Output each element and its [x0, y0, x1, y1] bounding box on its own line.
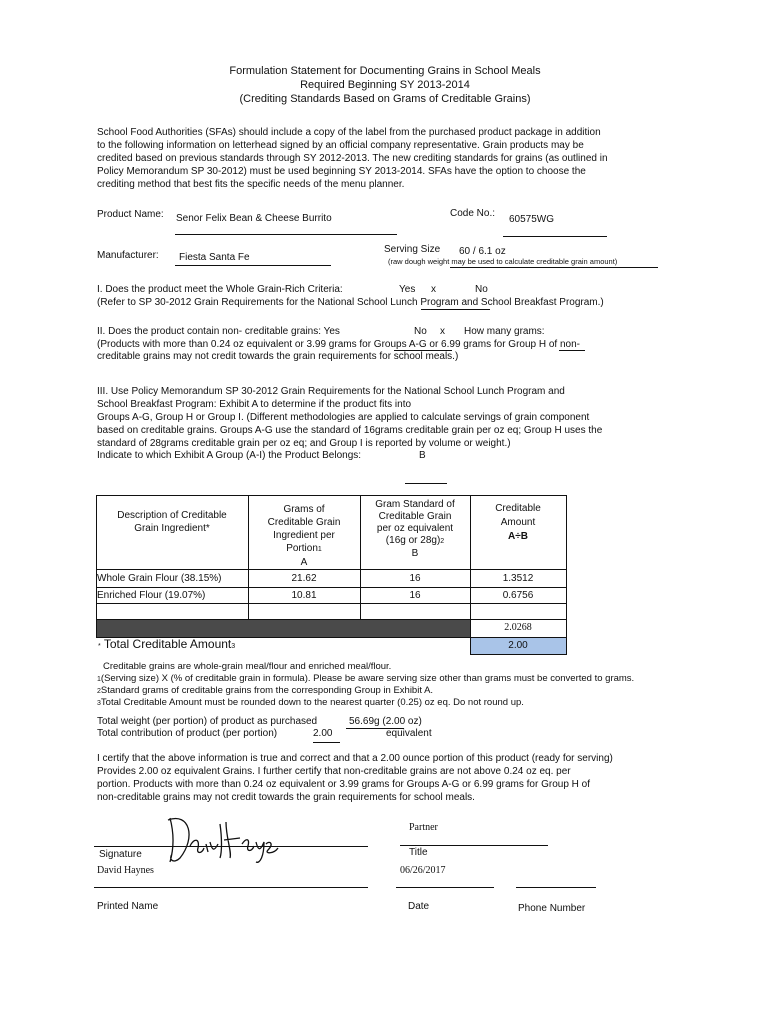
equivalent-label: equivalent — [386, 728, 432, 739]
certify-line: I certify that the above information is true and correct and that a 2.00 ounce portion of this product (ready for serving) — [97, 753, 613, 764]
total-weight-label: Total weight (per portion) of product as purchased — [97, 716, 318, 727]
title-value: Partner — [409, 822, 438, 833]
phone-label: Phone Number — [518, 903, 586, 914]
manufacturer-underline — [175, 265, 331, 266]
section2-no: No — [414, 326, 427, 337]
section2-underline-group-h — [559, 350, 585, 351]
total-value: 2.00 — [508, 640, 528, 651]
serving-size-label: Serving Size — [384, 244, 441, 255]
total-contribution-value: 2.00 — [313, 728, 333, 739]
section1-check-mark: x — [431, 284, 436, 295]
date-label: Date — [408, 901, 430, 912]
intro-line: crediting method that best fits the specific needs of the menu planner. — [97, 179, 405, 190]
header-standard-line: Creditable Grain — [378, 511, 452, 522]
row2-grams: 10.81 — [291, 590, 317, 601]
title-line — [400, 845, 548, 846]
section2-question: II. Does the product contain non- creditable grains: Yes — [97, 326, 340, 337]
section1-yes: Yes — [399, 284, 416, 295]
section1-no: No — [475, 284, 488, 295]
footnote-2-mark: 2 — [97, 688, 101, 695]
product-name-underline — [175, 234, 397, 235]
section3-indicate: Indicate to which Exhibit A Group (A-I) the Product Belongs: — [97, 450, 362, 461]
printed-name-label: Printed Name — [97, 901, 159, 912]
header-grams-line: Ingredient per — [273, 530, 335, 541]
total-label-text: Total Creditable Amount — [103, 637, 232, 651]
date-value: 06/26/2017 — [400, 865, 446, 876]
table-right-border — [566, 495, 567, 654]
section1-question: I. Does the product meet the Whole Grain-Rich Criteria: — [97, 284, 343, 295]
section3-group-underline — [405, 483, 447, 484]
section2-check-mark: x — [440, 326, 445, 337]
footnote-2 — [97, 685, 433, 696]
title-line-2: Required Beginning SY 2013-2014 — [300, 79, 470, 91]
product-name-value: Senor Felix Bean & Cheese Burrito — [176, 213, 332, 224]
certification-paragraph — [97, 752, 677, 804]
footnote-2-text: Standard grams of creditable grains from the corresponding Group in Exhibit A. — [100, 685, 434, 696]
header-standard-line: (16g or 28g) — [385, 535, 441, 546]
total-label — [98, 637, 235, 651]
footnote-3 — [97, 697, 524, 708]
header-grams-line: Creditable Grain — [267, 517, 341, 528]
section3-group-value: B — [419, 450, 426, 461]
manufacturer-label: Manufacturer: — [97, 250, 159, 261]
header-creditable-formula: A÷B — [508, 531, 528, 542]
table-top-border — [96, 495, 567, 496]
header-standard-line: per oz equivalent — [376, 523, 454, 534]
header-grams-footnote: 1 — [317, 546, 322, 553]
manufacturer-value: Fiesta Santa Fe — [179, 252, 250, 263]
row2-standard: 16 — [409, 590, 421, 601]
total-star: * — [98, 643, 101, 650]
section1-note: (Refer to SP 30-2012 Grain Requirements for the National School Lunch Program and School Breakfast Program.) — [97, 297, 604, 308]
footnote-3-text: Total Creditable Amount must be rounded down to the nearest quarter (0.25) oz eq. Do not round up. — [100, 697, 524, 708]
date-line — [396, 887, 494, 888]
intro-line: to the following information on letterhead signed by an official company representative. Grain products may be — [97, 140, 584, 151]
section2-note-1: (Products with more than 0.24 oz equivalent or 3.99 grams for Groups A-G or 6.99 grams for Group H of non- — [97, 339, 581, 350]
printed-name-value: David Haynes — [97, 865, 154, 876]
code-value: 60575WG — [509, 214, 555, 225]
header-grams — [248, 503, 360, 569]
section3-line: School Breakfast Program: Exhibit A to determine if the product fits into — [97, 399, 412, 410]
sum-value: 2.0268 — [504, 622, 532, 633]
section2-how-many: How many grams: — [464, 326, 545, 337]
header-grams-line: Portion — [286, 543, 318, 554]
product-name-label: Product Name: — [97, 209, 164, 220]
row1-standard: 16 — [409, 573, 421, 584]
footnote-1 — [97, 673, 634, 684]
title-line-1: Formulation Statement for Documenting Grains in School Meals — [229, 65, 541, 77]
row1-description: Whole Grain Flour (38.15%) — [97, 573, 222, 584]
title-line-3: (Crediting Standards Based on Grams of Creditable Grains) — [239, 93, 531, 105]
header-creditable-line: Creditable — [495, 503, 541, 514]
serving-size-underline — [450, 267, 658, 268]
document-title — [0, 64, 770, 106]
table-row-2-bottom — [96, 603, 567, 604]
signature-line — [94, 846, 368, 847]
certify-line: non-creditable grains may not credit towards the grain requirements for school meals. — [97, 792, 475, 803]
section3-paragraph — [97, 385, 677, 450]
row1-amount: 1.3512 — [502, 573, 534, 584]
printed-name-line — [94, 887, 368, 888]
header-description — [96, 509, 248, 535]
grain-table — [96, 495, 567, 654]
table-header-bottom — [96, 569, 567, 570]
table-total-bottom — [470, 654, 567, 655]
total-contribution-label: Total contribution of product (per portion) — [97, 728, 278, 739]
handwritten-signature — [160, 808, 280, 868]
certify-line: portion. Products with more than 0.24 oz equivalent or 3.99 grams for Groups A-G or 6.99 grams for Group H of — [97, 779, 591, 790]
table-row-1-bottom — [96, 587, 567, 588]
row2-amount: 0.6756 — [502, 590, 534, 601]
row2-description: Enriched Flour (19.07%) — [97, 590, 206, 601]
section2-underline-groups — [394, 350, 452, 351]
sum-row-shade — [97, 620, 470, 637]
section2-note-2: creditable grains may not credit towards the grain requirements for school meals.) — [97, 351, 459, 362]
section1-underline — [421, 309, 490, 310]
intro-line: credited based on previous standards through SY 2012-2013. The new crediting standards for grains (as outlined in — [97, 153, 608, 164]
header-description-line: Grain Ingredient* — [134, 523, 210, 534]
header-description-line: Description of Creditable — [117, 510, 227, 521]
title-label: Title — [409, 847, 428, 858]
signature-label: Signature — [99, 849, 142, 860]
serving-size-note: (raw dough weight may be used to calculate creditable grain amount) — [388, 257, 618, 266]
footnote-star: Creditable grains are whole-grain meal/flour and enriched meal/flour. — [103, 661, 392, 672]
intro-line: Policy Memorandum SP 30-2012) must be used beginning SY 2013-2014. SFAs have the option to choose the — [97, 166, 586, 177]
section3-line: based on creditable grains. Groups A-G use the standard of 16grams creditable grain per oz eq; Group H uses the — [97, 425, 603, 436]
header-grams-line: Grams of — [283, 504, 325, 515]
header-grams-line: A — [300, 557, 308, 568]
intro-paragraph — [97, 126, 657, 191]
footnote-1-mark: 1 — [97, 676, 101, 683]
header-creditable-line: Amount — [500, 517, 536, 528]
section3-line: Groups A-G, Group H or Group I. (Different methodologies are applied to calculate servings of grain component — [97, 412, 590, 423]
phone-line — [516, 887, 596, 888]
code-underline — [503, 236, 607, 237]
total-weight-value: 56.69g (2.00 oz) — [349, 716, 422, 727]
row1-grams: 21.62 — [291, 573, 317, 584]
certify-line: Provides 2.00 oz equivalent Grains. I further certify that non-creditable grains are not above 0.24 oz eq. per — [97, 766, 571, 777]
header-creditable — [470, 502, 566, 544]
total-footnote: 3 — [231, 643, 236, 650]
section3-line: standard of 28grams creditable grain per oz eq; and Group I is reported by volume or weight.) — [97, 438, 511, 449]
header-standard-footnote: 2 — [440, 538, 445, 545]
total-contribution-underline — [313, 742, 340, 743]
header-standard — [360, 499, 470, 560]
header-standard-line: Gram Standard of — [375, 499, 455, 510]
section3-line: III. Use Policy Memorandum SP 30-2012 Grain Requirements for the National School Lunch Program and — [97, 386, 565, 397]
code-label: Code No.: — [450, 208, 496, 219]
footnote-1-text: (Serving size) X (% of creditable grain in formula). Please be aware serving size other than grams must be converted to grams. — [100, 673, 635, 684]
intro-line: School Food Authorities (SFAs) should include a copy of the label from the purchased product package in addition — [97, 127, 601, 138]
serving-size-value: 60 / 6.1 oz — [459, 246, 506, 257]
footnote-3-mark: 3 — [97, 700, 101, 707]
header-standard-line: B — [411, 548, 419, 559]
